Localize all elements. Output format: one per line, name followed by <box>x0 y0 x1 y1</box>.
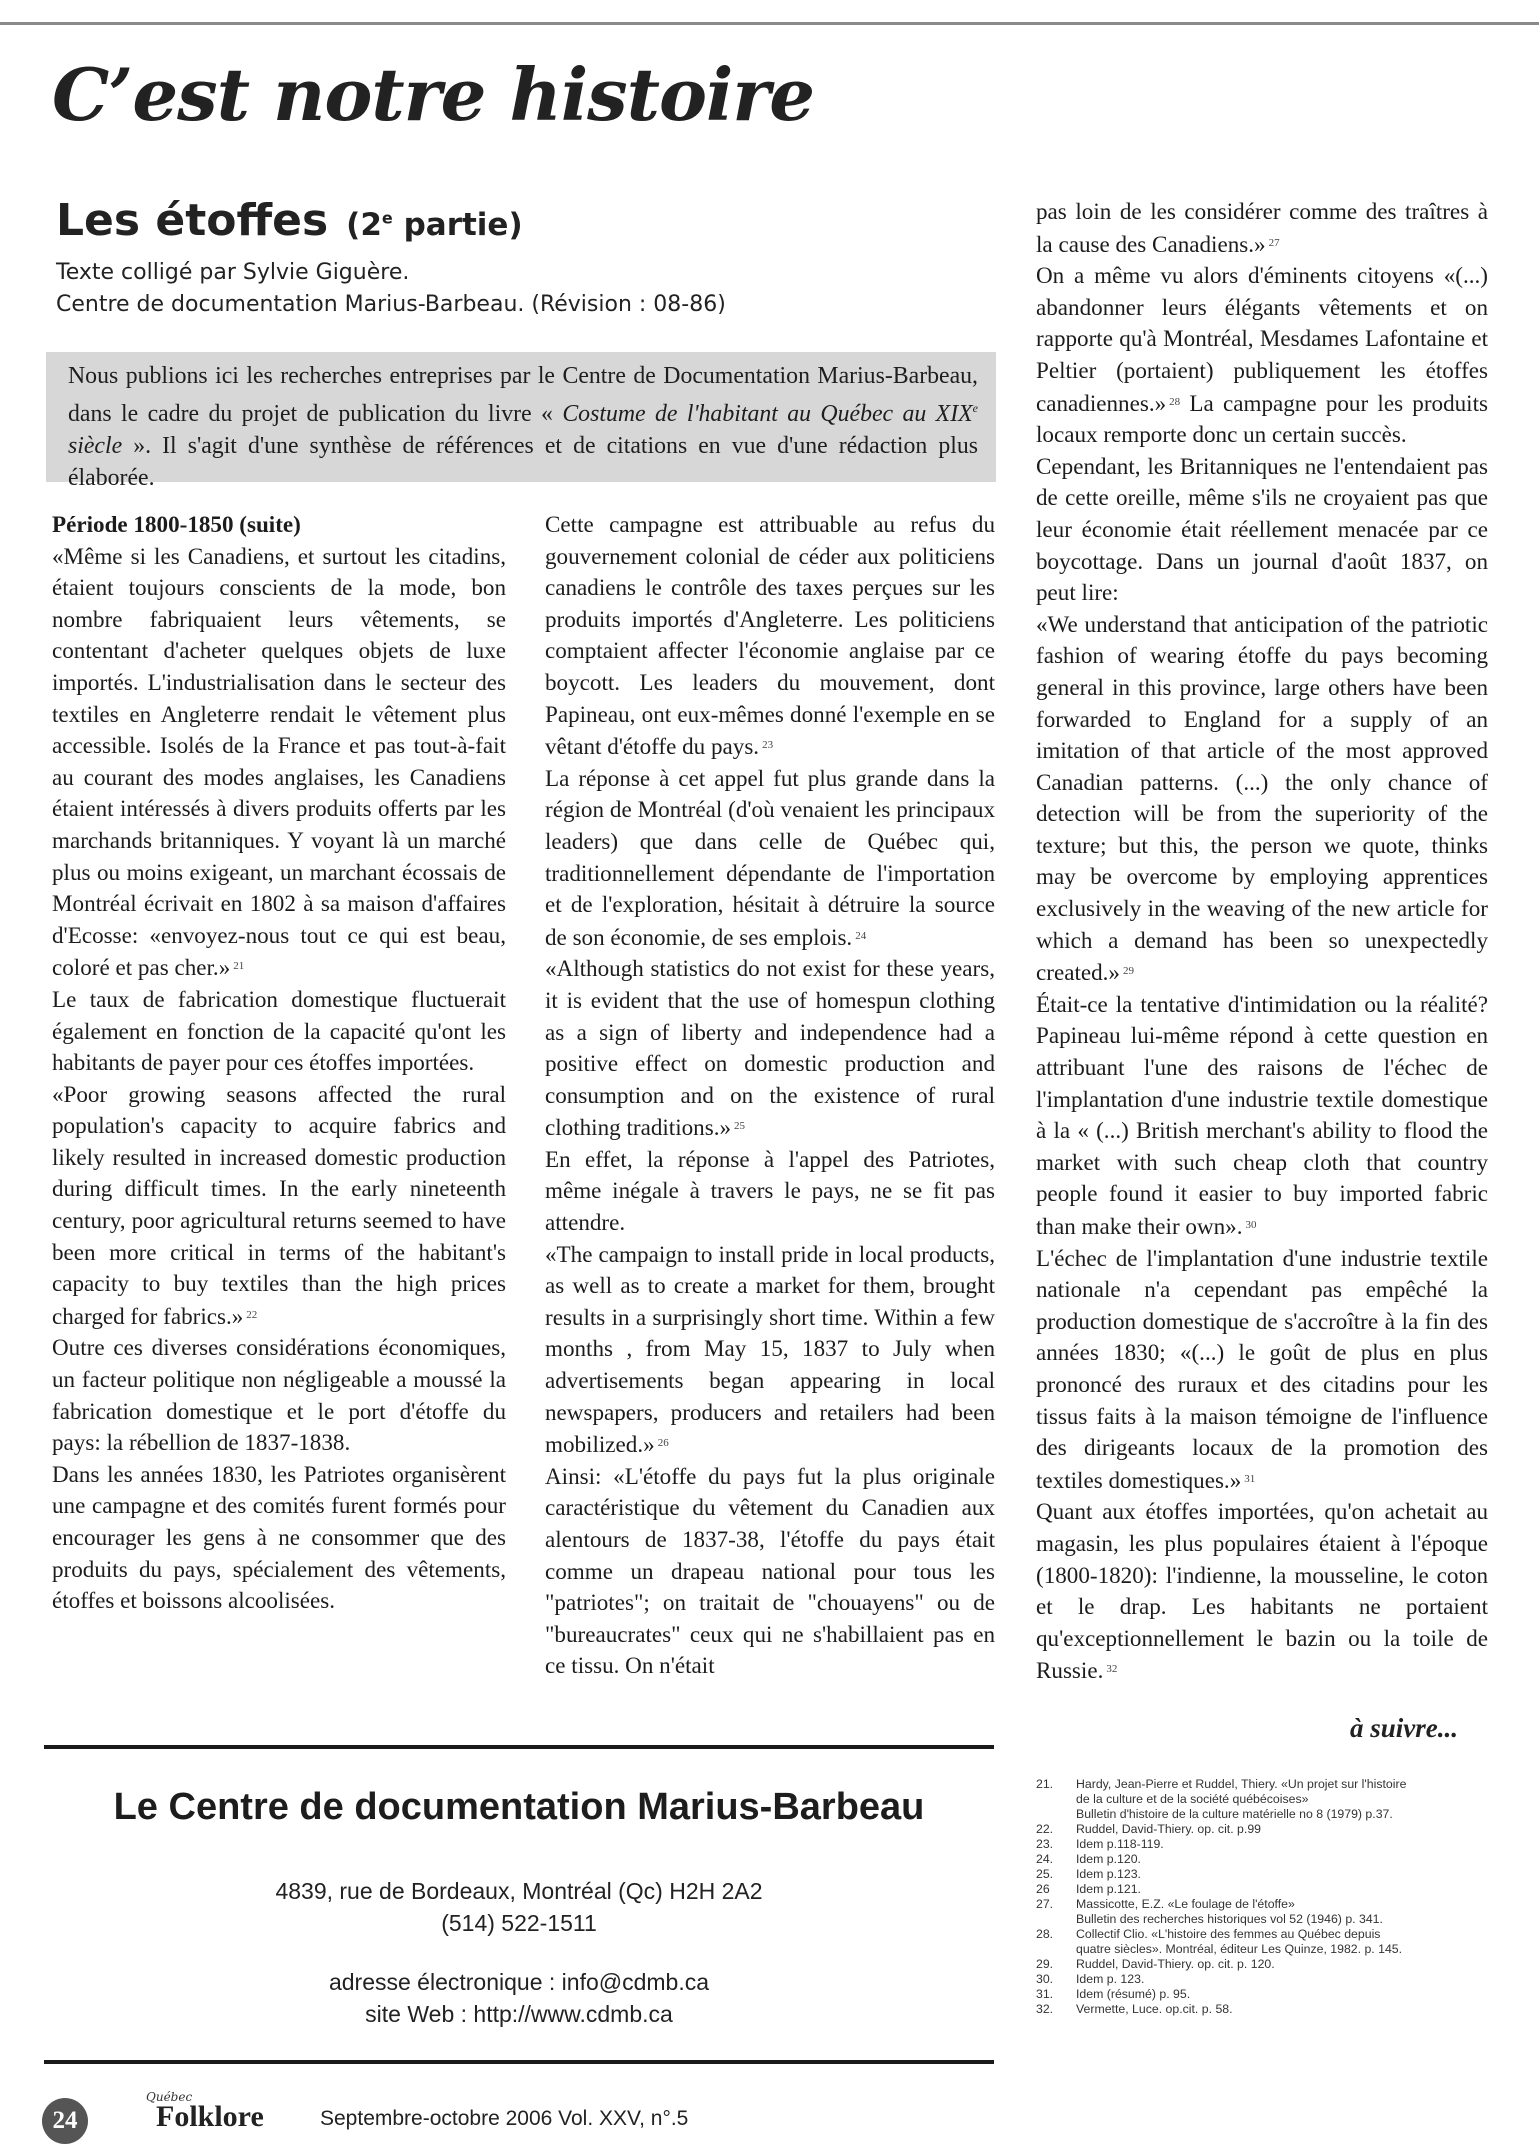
subtitle: Période 1800-1850 (suite) <box>52 511 301 537</box>
article-title <box>56 195 523 246</box>
paragraph <box>1036 196 1488 260</box>
intro-text-end: ». Il s'agit d'une synthèse de références et de citations en vue d'une rédaction plus élaborée. <box>68 432 978 491</box>
intro-text-start: Nous publions ici les recherches entreprises par le Centre de Documentation Marius-Barbeau, dans le cadre du projet de publication du livre « <box>68 363 978 427</box>
paragraph <box>1036 1496 1488 1687</box>
centre-online <box>44 1966 994 2030</box>
footnote-number: 25. <box>1036 1867 1054 1881</box>
footnote-ref: 23 <box>762 739 774 752</box>
footnote-item <box>1036 1822 1516 1837</box>
page-number: 24 <box>42 2098 88 2144</box>
footnote-ref: 25 <box>734 1120 746 1133</box>
paragraph: Le taux de fabrication domestique fluctuerait également en fonction de la capacité qu'ont les habitants de payer pour ces étoffes importées. <box>52 985 506 1076</box>
footnote-number: 30. <box>1036 1972 1054 1986</box>
paragraph-text: «We understand that anticipation of the patriotic fashion of wearing étoffe du pays becoming general in this province, large others have been forwarded to England for a supply of an imitation of that article of the most approved Canadian patterns. (...) the only chance of detection will be from the superiority of the texture; but this, the person we quote, thinks may be overcome by employing apprentices exclusively in the weaving of the new article for which a demand has been so unexpectedly created.» <box>1036 610 1488 986</box>
footnote-line: Idem p.120. <box>1076 1852 1141 1866</box>
paragraph <box>545 1239 995 1461</box>
footnote-line: de la culture et de la société québécoises» <box>1076 1792 1309 1806</box>
centre-email[interactable]: adresse électronique : info@cdmb.ca <box>328 1969 710 1995</box>
footnote-line: Vermette, Luce. op.cit. p. 58. <box>1076 2002 1233 2016</box>
footnote-ref: 22 <box>246 1308 258 1321</box>
footnote-text <box>1076 1882 1516 1897</box>
paragraph-text: «Poor growing seasons affected the rural population's capacity to acquire fabrics and likely resulted in increased domestic production during difficult times. In the early nineteenth century, poor agricultural returns seemed to have been more critical in terms of the habitant's capacity to buy textiles than the high prices charged for fabrics.» <box>52 1080 506 1329</box>
section-title: C’est notre histoire <box>52 52 815 137</box>
footnote-text <box>1076 1777 1516 1822</box>
footnote-line: Collectif Clio. «L'histoire des femmes au Québec depuis <box>1076 1927 1381 1941</box>
footnote-item <box>1036 2002 1516 2017</box>
paragraph <box>1036 1243 1488 1497</box>
book-title-end: siècle <box>68 432 123 459</box>
footnote-ref: 26 <box>657 1437 669 1450</box>
footnote-number: 21. <box>1036 1777 1054 1791</box>
byline: Texte colligé par Sylvie Giguère. <box>56 260 410 285</box>
footnote-line: Idem p.121. <box>1076 1882 1141 1896</box>
footnote-ref: 28 <box>1169 395 1181 408</box>
paragraph-text: La réponse à cet appel fut plus grande dans la région de Montréal (d'où venaient les principaux leaders) que dans celle de Québec qui, traditionnellement dépendante de l'importation et de l'exploration, hésitait à détruire la source de son économie, de ses emplois. <box>545 764 995 950</box>
footnote-item <box>1036 1777 1516 1822</box>
footnote-item <box>1036 1972 1516 1987</box>
footnote-item <box>1036 1897 1516 1927</box>
paragraph: Cependant, les Britanniques ne l'entendaient pas de cette oreille, même s'ils ne croyaient pas que leur économie était réellement menacée par ce boycottage. Dans un journal d'août 1837, on peut lire: <box>1036 452 1488 606</box>
footnote-ref: 21 <box>233 960 245 973</box>
issue-info: Septembre-octobre 2006 Vol. XXV, n°.5 <box>320 2107 689 2130</box>
footnote-item <box>1036 1957 1516 1972</box>
footnote-ref: 24 <box>855 929 867 942</box>
paragraph: Ainsi: «L'étoffe du pays fut la plus originale caractéristique du vêtement du Canadien aux alentours de 1837-38, l'étoffe du pays était comme un drapeau national pour tous les "patriotes"; on traitait de "chouayens" ou de "bureaucrates" ceux qui ne s'habillaient pas en ce tissu. On n'était <box>545 1462 995 1679</box>
footnote-number: 26 <box>1036 1882 1050 1896</box>
paragraph: Outre ces diverses considérations économiques, un facteur politique non négligeable a moussé la fabrication domestique et le port d'étoffe du pays: la rébellion de 1837-1838. <box>52 1334 506 1456</box>
paragraph: En effet, la réponse à l'appel des Patriotes, même inégale à travers le pays, ne se fit pas attendre. <box>545 1145 995 1236</box>
magazine-brand-small: Québec <box>146 2090 193 2104</box>
footnote-number: 28. <box>1036 1927 1054 1941</box>
book-title-sup: e <box>972 401 978 415</box>
paragraph-text: L'échec de l'implantation d'une industrie textile nationale n'a cependant pas empêché la production domestique de s'accroître à la fin des années 1830; «(...) le goût de plus en plus prononcé des ruraux et des citadins pour les tissus faits à la maison témoigne de l'influence des dirigeants locaux de la promotion des textiles domestiques.» <box>1036 1244 1488 1493</box>
footnote-number: 22. <box>1036 1822 1054 1836</box>
footnote-line: Idem p.118-119. <box>1076 1837 1164 1851</box>
paragraph <box>1036 609 1488 989</box>
paragraph-text: «Although statistics do not exist for these years, it is evident that the use of homespun clothing as a sign of liberty and independence had a positive effect on domestic production and consumption and on the existence of rural clothing traditions.» <box>545 955 995 1141</box>
footnote-ref: 29 <box>1122 965 1134 978</box>
footnote-ref: 32 <box>1106 1663 1118 1676</box>
divider-rule <box>44 1745 994 1749</box>
centre-phone: (514) 522-1511 <box>441 1910 597 1936</box>
footnote-text <box>1076 2002 1516 2017</box>
paragraph: Dans les années 1830, les Patriotes organisèrent une campagne et des comités furent formés pour encourager les gens à ne consommer que des produits du pays, spécialement des vêtements, étoffes et boissons alcoolisées. <box>52 1460 506 1614</box>
byline-block <box>56 257 726 321</box>
to-be-continued: à suivre... <box>1350 1713 1458 1743</box>
footnote-line: Idem p. 123. <box>1076 1972 1145 1986</box>
footnote-text <box>1076 1957 1516 1972</box>
footnote-line: Hardy, Jean-Pierre et Ruddel, Thiery. «Un projet sur l'histoire <box>1076 1777 1407 1791</box>
top-rule <box>0 22 1539 25</box>
footnote-item <box>1036 1987 1516 2002</box>
footnotes-list <box>1036 1777 1516 2017</box>
footnote-text <box>1076 1897 1516 1927</box>
footer-rule <box>44 2060 994 2064</box>
footnote-line: Ruddel, David-Thiery. op. cit. p.99 <box>1076 1822 1261 1836</box>
paragraph <box>52 1079 506 1333</box>
footnote-number: 24. <box>1036 1852 1054 1866</box>
footnote-line: Bulletin des recherches historiques vol 52 (1946) p. 341. <box>1076 1912 1383 1926</box>
paragraph-text: La campagne pour les produits locaux remporte donc un certain succès. <box>1036 389 1488 448</box>
paragraph-text: Quant aux étoffes importées, qu'on achetait au magasin, les plus populaires étaient à l'époque (1800-1820): l'indienne, la mousseline, le coton et le drap. Les habitants ne portaient qu'exceptionnellement le bazin ou la toile de Russie. <box>1036 1498 1488 1684</box>
footnote-text <box>1076 1837 1516 1852</box>
column-3 <box>1036 196 1488 1687</box>
article-part <box>346 207 522 243</box>
paragraph-text: «The campaign to install pride in local products, as well as to create a market for them, brought results in a surprisingly short time. Within a few months , from May 15, 1837 to July when advertisements began appearing in local newspapers, producers and retailers had been mobilized.» <box>545 1240 995 1458</box>
footnote-line: Massicotte, E.Z. «Le foulage de l'étoffe» <box>1076 1897 1295 1911</box>
footnote-item <box>1036 1927 1516 1957</box>
paragraph <box>52 541 506 984</box>
footnote-text <box>1076 1987 1516 2002</box>
footnote-ref: 27 <box>1268 236 1280 249</box>
paragraph <box>545 953 995 1144</box>
footnote-number: 27. <box>1036 1897 1054 1911</box>
paragraph <box>1036 989 1488 1243</box>
part-superscript: e <box>381 208 393 228</box>
paragraph <box>545 509 995 763</box>
centre-website[interactable]: site Web : http://www.cdmb.ca <box>365 2001 673 2027</box>
intro-box <box>46 352 996 491</box>
footnote-line: quatre siècles». Montréal, éditeur Les Quinze, 1982. p. 145. <box>1076 1942 1403 1956</box>
footnote-text <box>1076 1822 1516 1837</box>
footnote-number: 23. <box>1036 1837 1054 1851</box>
column-2 <box>545 509 995 1682</box>
footnote-line: Ruddel, David-Thiery. op. cit. p. 120. <box>1076 1957 1275 1971</box>
footnote-line: Bulletin d'histoire de la culture matérielle no 8 (1979) p.37. <box>1076 1807 1393 1821</box>
paragraph-text: On a même vu alors d'éminents citoyens «(...) abandonner leurs élégants vêtements et on rapporte qu'à Montréal, Mesdames Lafontaine et Peltier (portaient) publiquement les étoffes canadiennes.» <box>1036 262 1488 416</box>
book-title-text: Costume de l'habitant au Québec au XIX <box>562 400 973 427</box>
footnote-number: 31. <box>1036 1987 1054 2001</box>
centre-title: Le Centre de documentation Marius-Barbeau <box>113 1786 925 1828</box>
footnote-item <box>1036 1837 1516 1852</box>
footnote-item <box>1036 1852 1516 1867</box>
article-title-text: Les étoffes <box>56 195 329 246</box>
footnote-line: Idem (résumé) p. 95. <box>1076 1987 1191 2001</box>
part-number: (2 <box>346 207 382 243</box>
paragraph-text: pas loin de les considérer comme des traîtres à la cause des Canadiens.» <box>1036 198 1488 257</box>
footnote-ref: 30 <box>1245 1219 1257 1231</box>
centre-contact <box>44 1875 994 1939</box>
magazine-brand: Folklore <box>156 2100 264 2133</box>
footnote-text <box>1076 1972 1516 1987</box>
footnote-text <box>1076 1852 1516 1867</box>
footnote-item <box>1036 1882 1516 1897</box>
source-line: Centre de documentation Marius-Barbeau. (Révision : 08-86) <box>56 292 726 317</box>
paragraph-text: Était-ce la tentative d'intimidation ou la réalité? Papineau lui-même répond à cette question en attribuant l'une des raisons de l'échec de l'implantation d'une industrie textile domestique à la « (...) British merchant's ability to flood the market with such cheap cloth that country people found it easier to buy imported fabric than make their own». <box>1036 990 1488 1239</box>
paragraph <box>545 763 995 954</box>
footnote-item <box>1036 1867 1516 1882</box>
footnote-number: 32. <box>1036 2002 1054 2016</box>
footnote-text <box>1076 1867 1516 1882</box>
paragraph <box>1036 260 1488 451</box>
footnote-number: 29. <box>1036 1957 1054 1971</box>
centre-address: 4839, rue de Bordeaux, Montréal (Qc) H2H 2A2 <box>275 1878 763 1904</box>
footnote-line: Idem p.123. <box>1076 1867 1141 1881</box>
footnote-text <box>1076 1927 1516 1957</box>
part-word: partie) <box>403 207 523 243</box>
footnote-ref: 31 <box>1244 1472 1256 1485</box>
paragraph-text: «Même si les Canadiens, et surtout les citadins, étaient toujours conscients de la mode, bon nombre fabriquaient leurs vêtements, se contentant d'acheter quelques objets de luxe importés. L'industrialisation dans le secteur des textiles en Angleterre rendait le vêtement plus accessible. Isolés de la France et pas tout-à-fait au courant des modes anglaises, les Canadiens étaient intéressés à divers produits offerts par les marchands britanniques. Y voyant là un marché plus ou moins exigeant, un marchant écossais de Montréal écrivait en 1802 à sa maison d'affaires d'Ecosse: «envoyez-nous tout ce qui est beau, coloré et pas cher.» <box>52 542 506 981</box>
paragraph-text: Cette campagne est attribuable au refus du gouvernement colonial de céder aux politiciens canadiens le contrôle des taxes perçues sur les produits importés d'Angleterre. Les politiciens comptaient affecter l'économie anglaise par ce boycott. Les leaders du mouvement, dont Papineau, ont eux-mêmes donné l'exemple en se vêtant d'étoffe du pays. <box>545 511 995 760</box>
column-1 <box>52 509 506 1617</box>
